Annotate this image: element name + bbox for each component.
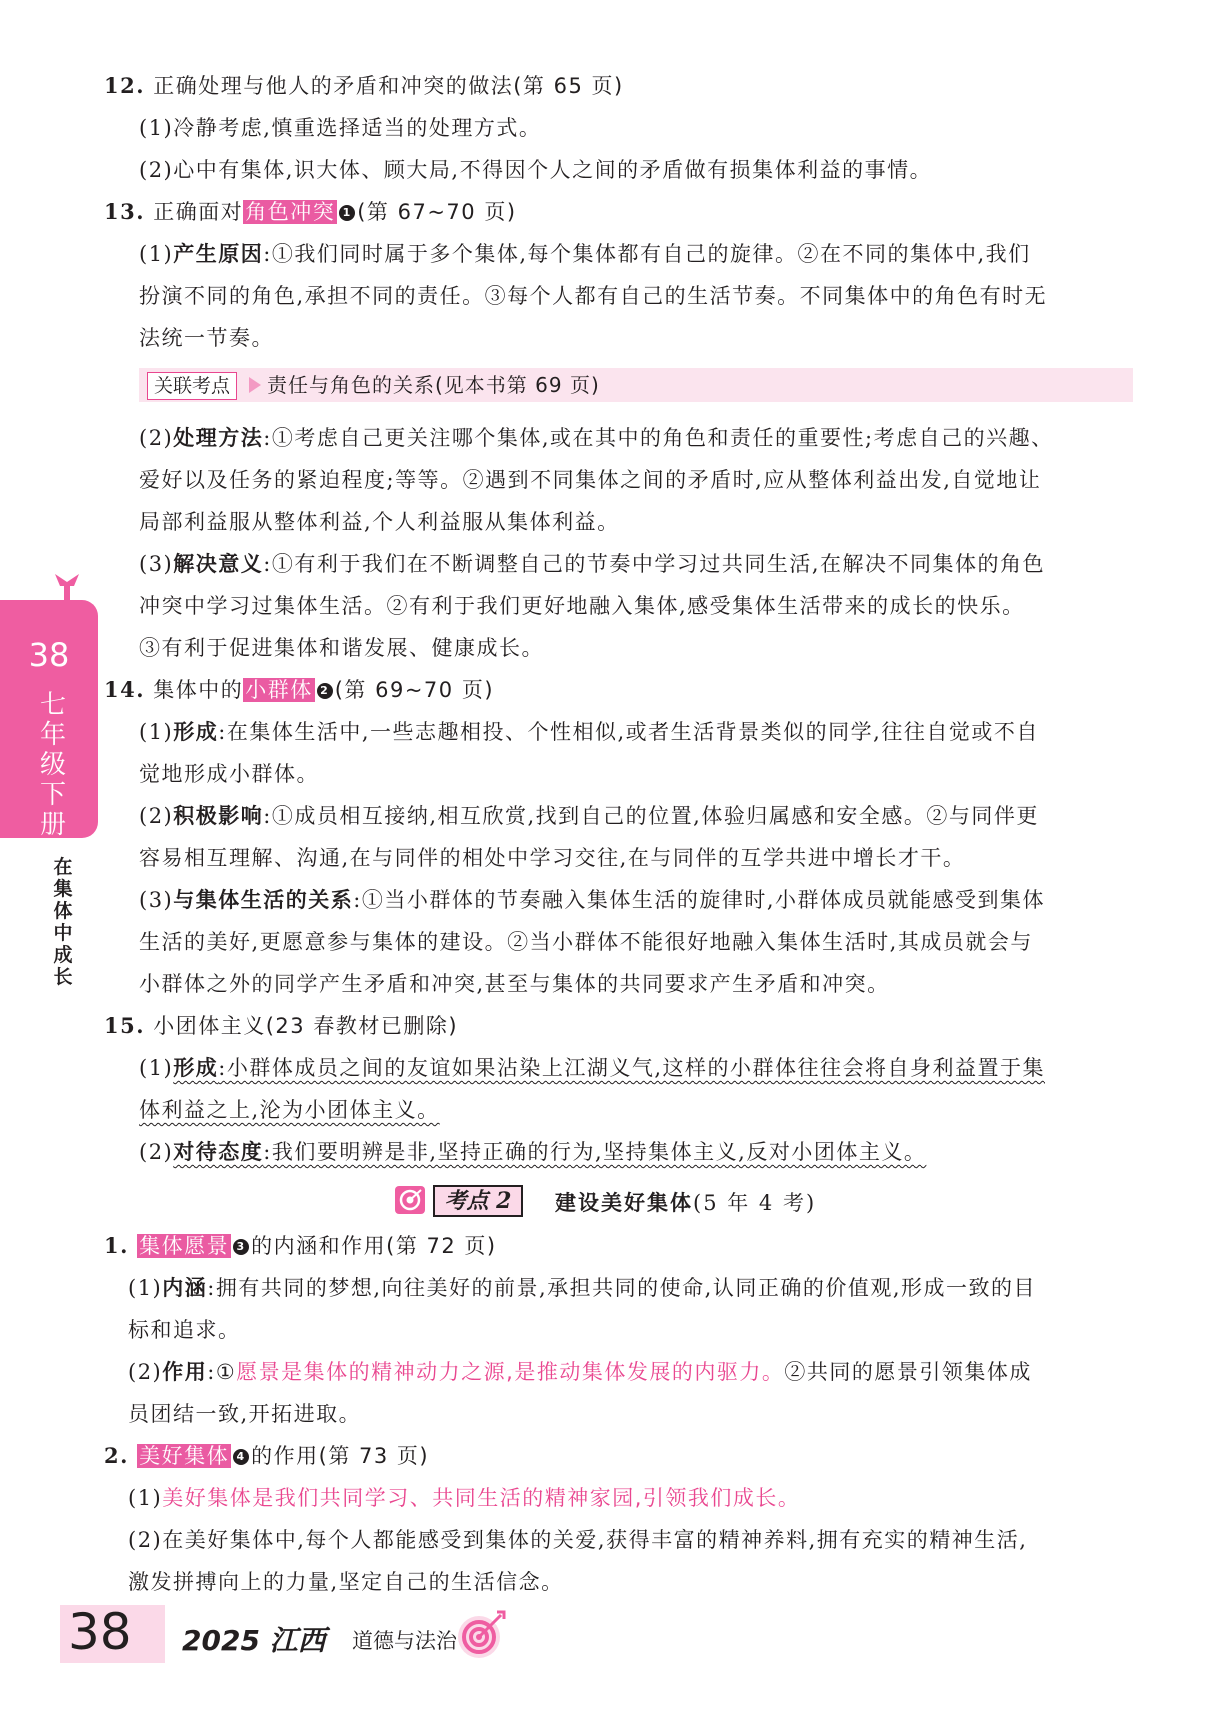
s14-p3-line1 [139, 887, 1045, 913]
s14-p2-line1 [139, 803, 1039, 829]
section-title-suffix: (第 67~70 页) [357, 200, 517, 224]
highlight-term: 小群体 [245, 678, 313, 702]
k1-p2-line2: 员团结一致,开拓进取。 [128, 1402, 362, 1426]
item-index: (1) [128, 1486, 163, 1510]
item-index: (1) [128, 1276, 163, 1300]
section-12-heading [104, 73, 624, 99]
k1-p1-line2: 标和追求。 [128, 1318, 241, 1342]
footnote-marker-icon: 3 [233, 1239, 249, 1255]
s15-p2-line1 [139, 1139, 926, 1165]
k1-heading [104, 1233, 497, 1259]
item-text: :① [207, 1360, 237, 1384]
item-label: 产生原因 [173, 242, 264, 266]
chapter-char: 体 [53, 900, 73, 922]
section-title-prefix: 集体中的 [153, 678, 244, 702]
s13-p3-line3: ③有利于促进集体和谐发展、健康成长。 [139, 636, 544, 660]
k2-p1 [128, 1485, 800, 1511]
item-label: 解决意义 [173, 552, 264, 576]
section-title-suffix: (第 69~70 页) [334, 678, 495, 702]
s14-p1-line1 [139, 719, 1039, 745]
section-title-suffix: 的内涵和作用(第 72 页) [251, 1234, 497, 1258]
s12-p1: (1)冷静考虑,慎重选择适当的处理方式。 [139, 116, 542, 140]
item-text: :①有利于我们在不断调整自己的节奏中学习过共同生活,在解决不同集体的角色 [263, 552, 1045, 576]
chapter-char: 长 [53, 966, 73, 988]
highlight-term: 角色冲突 [245, 200, 336, 224]
item-index: (2) [139, 1140, 174, 1164]
s13-p3-line2: 冲突中学习过集体生活。②有利于我们更好地融入集体,感受集体生活带来的成长的快乐。 [139, 594, 1025, 618]
item-label: 形成 [173, 1056, 219, 1080]
s14-p2-line2: 容易相互理解、沟通,在与同伴的相处中学习交往,在与同伴的互学共进中增长才干。 [139, 846, 966, 870]
section-15-heading [104, 1013, 458, 1039]
s13-p2-line2: 爱好以及任务的紧迫程度;等等。②遇到不同集体之间的矛盾时,应从整体利益出发,自觉地让 [139, 468, 1042, 492]
footnote-marker-icon: 4 [233, 1449, 249, 1465]
item-index: (1) [139, 720, 174, 744]
section-number: 15. [104, 1013, 146, 1038]
k1-p2-line1 [128, 1359, 1032, 1385]
item-index: (2) [128, 1360, 163, 1384]
item-index: (3) [139, 888, 174, 912]
grade-char: 七 [40, 690, 67, 720]
chapter-char: 在 [53, 856, 73, 878]
section-title: 正确处理与他人的矛盾和冲突的做法(第 65 页) [153, 74, 624, 98]
arrow-right-icon [249, 377, 261, 393]
section-number: 1. [104, 1233, 129, 1258]
s13-p1-line3: 法统一节奏。 [139, 326, 274, 350]
item-text: :拥有共同的梦想,向往美好的前景,承担共同的使命,认同正确的价值观,形成一致的目 [207, 1276, 1037, 1300]
k1-p1-line1 [128, 1275, 1036, 1301]
item-label: 处理方法 [173, 426, 264, 450]
s15-p1-line2 [139, 1097, 440, 1123]
s13-p2-line3: 局部利益服从整体利益,个人利益服从集体利益。 [139, 510, 620, 534]
section-number: 14. [104, 677, 146, 702]
section-number: 13. [104, 199, 146, 224]
item-index: (2) [139, 426, 174, 450]
footer-year-region: 2025 江西 [182, 1624, 326, 1657]
page-footer [60, 1605, 510, 1663]
side-page-number: 38 [28, 636, 70, 674]
item-index: (1) [139, 242, 174, 266]
item-index: (2) [139, 804, 174, 828]
s14-p3-line3: 小群体之外的同学产生矛盾和冲突,甚至与集体的共同要求产生矛盾和冲突。 [139, 972, 890, 996]
k2-p2-line2: 激发拼搏向上的力量,坚定自己的生活信念。 [128, 1570, 564, 1594]
grade-char: 下 [40, 780, 67, 810]
highlight-term: 集体愿景 [139, 1234, 230, 1258]
item-label: 与集体生活的关系 [173, 888, 354, 912]
section-number: 2. [104, 1443, 129, 1468]
exam-point-title-text: 建设美好集体 [555, 1191, 693, 1215]
item-text: :我们要明辨是非,坚持正确的行为,坚持集体主义,反对小团体主义。 [263, 1140, 927, 1164]
exam-point-badge: 考点 2 [433, 1185, 523, 1217]
footer-subject: 道德与法治 [352, 1629, 457, 1653]
chapter-char: 中 [53, 922, 73, 944]
k2-heading [104, 1443, 429, 1469]
grade-char: 级 [40, 750, 67, 780]
footnote-marker-icon: 2 [317, 683, 333, 699]
related-tag: 关联考点 [147, 372, 237, 400]
footer-page-number: 38 [68, 1603, 132, 1661]
grade-char: 册 [40, 810, 67, 840]
target-icon [455, 1609, 507, 1661]
side-chapter-label [52, 856, 74, 988]
section-title-prefix: 正确面对 [153, 200, 244, 224]
section-title-suffix: 的作用(第 73 页) [251, 1444, 430, 1468]
key-sentence: 美好集体是我们共同学习、共同生活的精神家园,引领我们成长。 [162, 1486, 801, 1510]
section-number: 12. [104, 73, 146, 98]
related-text: 责任与角色的关系(见本书第 69 页) [267, 373, 600, 397]
item-text: :①当小群体的节奏融入集体生活的旋律时,小群体成员就能感受到集体 [353, 888, 1045, 912]
item-text: :小群体成员之间的友谊如果沾染上江湖义气,这样的小群体往往会将自身利益置于集 [218, 1056, 1045, 1080]
grade-char: 年 [40, 720, 67, 750]
side-tab [0, 600, 98, 838]
exam-point-frequency: (5 年 4 考) [693, 1191, 817, 1215]
s15-p1-line1 [139, 1055, 1045, 1081]
item-index: (1) [139, 1056, 174, 1080]
section-14-heading [104, 677, 494, 703]
item-text: :①我们同时属于多个集体,每个集体都有自己的旋律。②在不同的集体中,我们 [263, 242, 1031, 266]
s14-p3-line2: 生活的美好,更愿意参与集体的建设。②当小群体不能很好地融入集体生活时,其成员就会与 [139, 930, 1033, 954]
k2-p2-line1: (2)在美好集体中,每个人都能感受到集体的关爱,获得丰富的精神养料,拥有充实的精神生活, [128, 1528, 1028, 1552]
section-13-heading [104, 199, 517, 225]
section-title: 小团体主义(23 春教材已删除) [153, 1014, 459, 1038]
item-text: :①成员相互接纳,相互欣赏,找到自己的位置,体验归属感和安全感。②与同伴更 [263, 804, 1039, 828]
exam-point-title [555, 1187, 816, 1217]
chapter-char: 成 [53, 944, 73, 966]
item-label: 内涵 [162, 1276, 208, 1300]
item-text: :在集体生活中,一些志趣相投、个性相似,或者生活背景类似的同学,往往自觉或不自 [218, 720, 1039, 744]
item-index: (3) [139, 552, 174, 576]
item-label: 对待态度 [173, 1140, 264, 1164]
side-grade-label [40, 690, 67, 840]
item-text: 体利益之上,沦为小团体主义。 [139, 1098, 440, 1122]
target-icon [395, 1186, 425, 1214]
s14-p1-line2: 觉地形成小群体。 [139, 762, 319, 786]
s13-p3-line1 [139, 551, 1045, 577]
related-point-box [139, 368, 1133, 402]
item-label: 积极影响 [173, 804, 264, 828]
s13-p1-line2: 扮演不同的角色,承担不同的责任。③每个人都有自己的生活节奏。不同集体中的角色有时无 [139, 284, 1048, 308]
s13-p2-line1 [139, 425, 1054, 451]
chapter-char: 集 [53, 878, 73, 900]
s12-p2: (2)心中有集体,识大体、顾大局,不得因个人之间的矛盾做有损集体利益的事情。 [139, 158, 933, 182]
key-sentence: 愿景是集体的精神动力之源,是推动集体发展的内驱力。 [236, 1360, 785, 1384]
item-label: 形成 [173, 720, 219, 744]
highlight-term: 美好集体 [139, 1444, 230, 1468]
s13-p1-line1 [139, 241, 1031, 267]
footnote-marker-icon: 1 [339, 205, 355, 221]
item-label: 作用 [162, 1360, 208, 1384]
item-text: ②共同的愿景引领集体成 [784, 1360, 1032, 1384]
item-text: :①考虑自己更关注哪个集体,或在其中的角色和责任的重要性;考虑自己的兴趣、 [263, 426, 1054, 450]
